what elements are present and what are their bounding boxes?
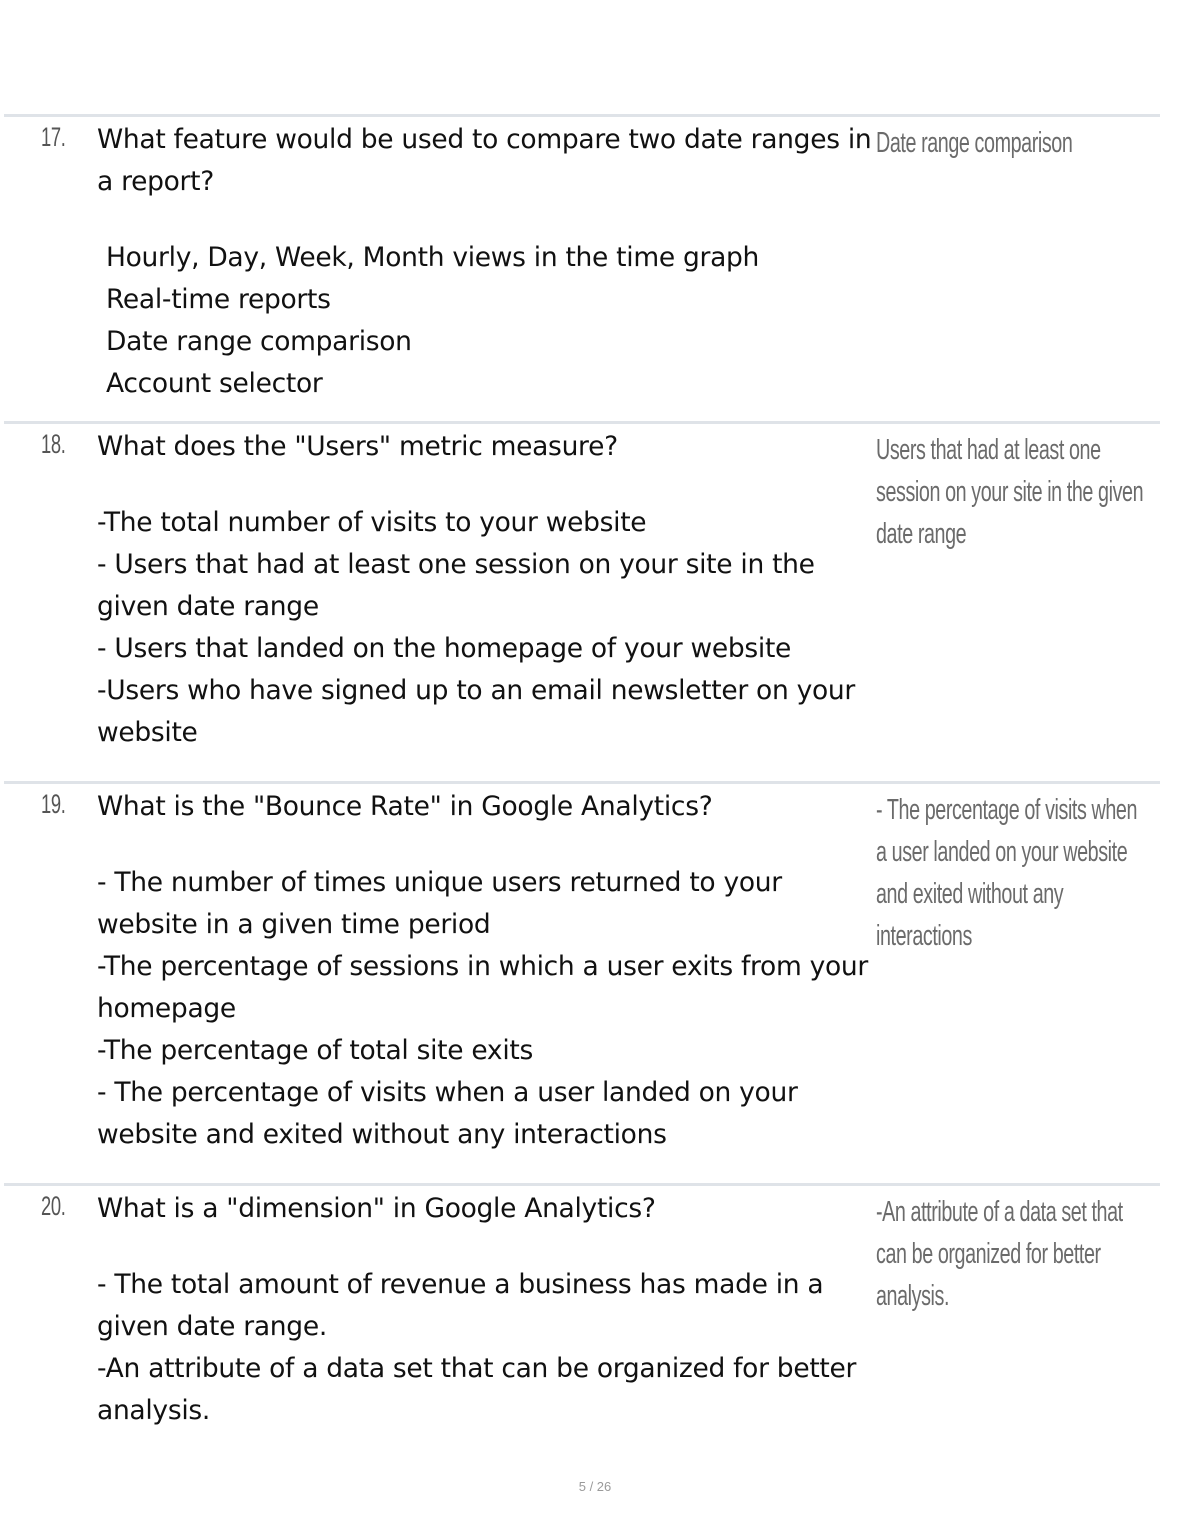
question-row [4, 1183, 1160, 1456]
option-item: - The percentage of visits when a user landed on your website and exited without any interactions [97, 1077, 798, 1150]
option-item: Account selector [106, 368, 323, 399]
answer-text: Users that had at least one session on your site in the given date range [876, 434, 1144, 550]
option-item: -The percentage of sessions in which a user exits from your homepage [97, 951, 868, 1024]
answer-text: Date range comparison [876, 127, 1073, 159]
question-text: What is the "Bounce Rate" in Google Analytics? [97, 791, 713, 822]
question-content [97, 1188, 877, 1432]
option-item: - The total amount of revenue a business has made in a given date range. [97, 1269, 824, 1342]
option-item: -The total number of visits to your website [97, 507, 647, 538]
question-content [97, 786, 877, 1156]
question-number: 17. [41, 122, 66, 152]
option-item: -The percentage of total site exits [97, 1035, 533, 1066]
question-text: What feature would be used to compare two date ranges in a report? [97, 124, 872, 197]
question-number: 19. [41, 789, 66, 819]
question-text: What does the "Users" metric measure? [97, 431, 618, 462]
option-list [97, 1264, 877, 1432]
option-item: - Users that landed on the homepage of your website [97, 633, 792, 664]
option-list [97, 862, 877, 1156]
option-item: -Users who have signed up to an email newsletter on your website [97, 675, 855, 748]
question-text: What is a "dimension" in Google Analytics? [97, 1193, 656, 1224]
question-number: 18. [41, 429, 66, 459]
answer-text: - The percentage of visits when a user landed on your website and exited without any interactions [876, 794, 1138, 952]
option-item: - Users that had at least one session on your site in the given date range [97, 549, 815, 622]
option-item: -An attribute of a data set that can be organized for better analysis. [97, 1353, 857, 1426]
option-item: Real-time reports [106, 284, 331, 315]
question-content [97, 426, 877, 754]
question-row [4, 114, 1160, 423]
question-content [97, 119, 877, 405]
option-item: Date range comparison [106, 326, 412, 357]
page-indicator: 5 / 26 [578, 1479, 612, 1494]
option-list [97, 502, 877, 754]
option-item: Hourly, Day, Week, Month views in the time graph [106, 242, 760, 273]
question-row [4, 421, 1160, 784]
answer-text: -An attribute of a data set that can be organized for better analysis. [876, 1196, 1123, 1312]
question-row [4, 781, 1160, 1186]
question-number: 20. [41, 1191, 66, 1221]
option-item: - The number of times unique users returned to your website in a given time period [97, 867, 782, 940]
option-list [97, 237, 877, 405]
